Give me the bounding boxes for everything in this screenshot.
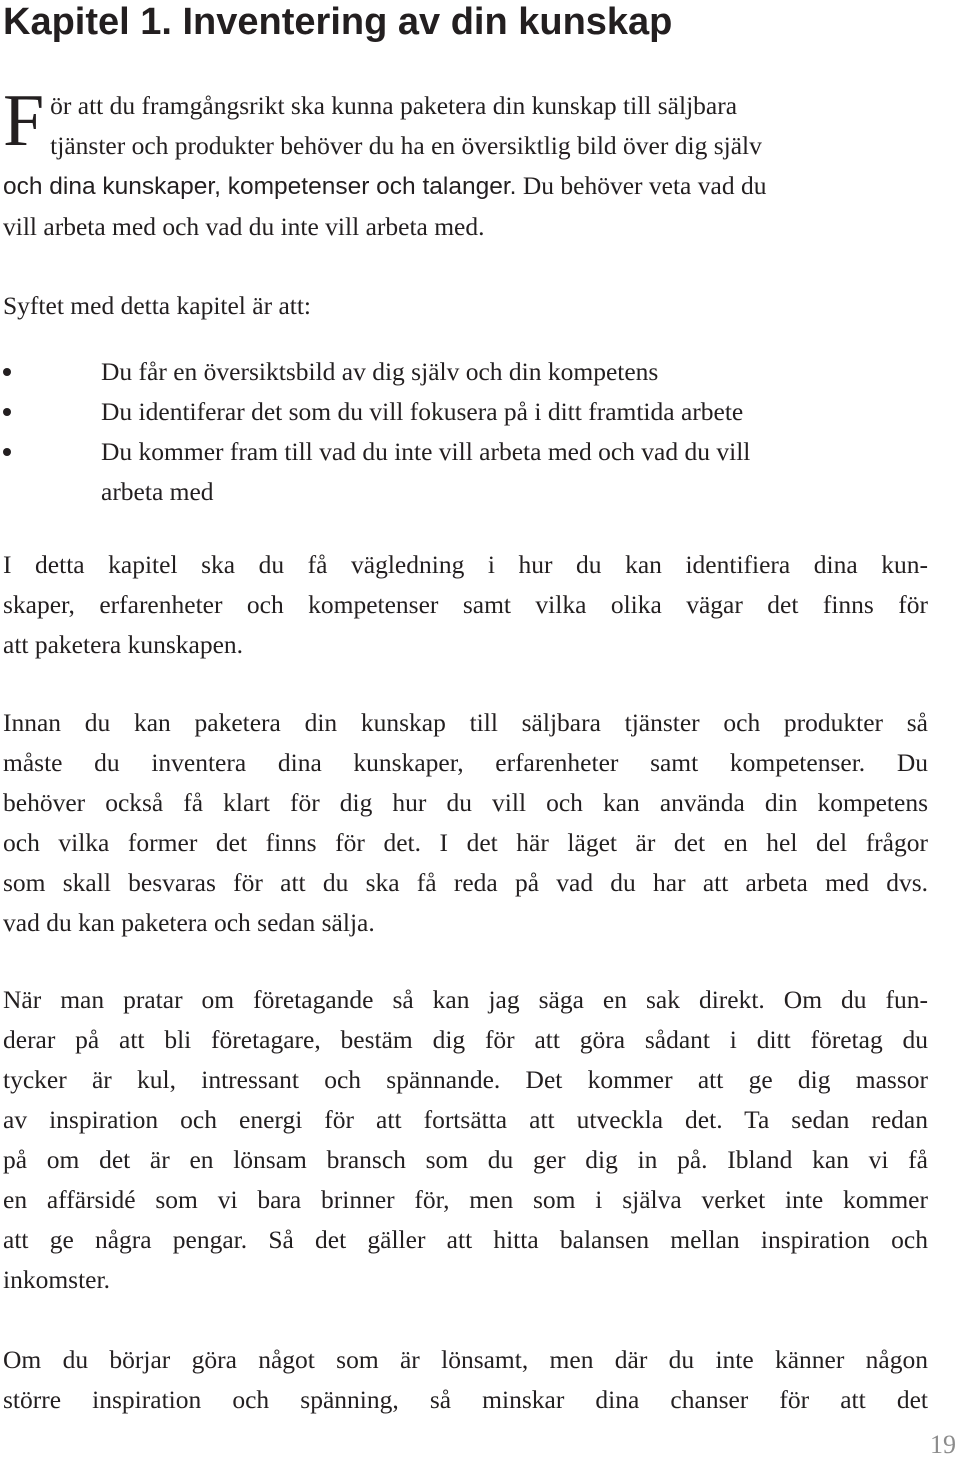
bullet-text: Du kommer fram till vad du inte vill arbeta med och vad du vill — [101, 437, 751, 466]
bullet-icon — [3, 408, 11, 416]
purpose-lead-text: Syftet med detta kapitel är att: — [3, 291, 312, 320]
paragraph-4 — [3, 1340, 928, 1420]
text-line: vad du kan paketera och sedan sälja. — [3, 908, 375, 937]
text-line: derar på att bli företagare, bestäm dig för att göra sådant i ditt företag du — [3, 1025, 928, 1054]
purpose-bullet-list — [3, 352, 928, 512]
text-line: att ge några pengar. Så det gäller att hitta balansen mellan inspiration och — [3, 1225, 928, 1254]
intro-line: ör att du framgångsrikt ska kunna paketera din kunskap till säljbara — [50, 91, 738, 120]
paragraph-2 — [3, 703, 928, 943]
drop-cap: F — [3, 80, 45, 162]
text-line: tycker är kul, intressant och spännande. Det kommer att ge dig massor — [3, 1065, 928, 1094]
text-line: I detta kapitel ska du få vägledning i hur du kan identifiera dina kun- — [3, 550, 928, 579]
intro-serif-text: Du behöver veta vad du — [516, 171, 767, 200]
bullet-text: Du får en översiktsbild av dig själv och din kompetens — [101, 357, 659, 386]
intro-paragraph — [3, 80, 928, 247]
bullet-text-continuation: arbeta med — [101, 477, 214, 506]
text-line: måste du inventera dina kunskaper, erfarenheter samt kompetenser. Du — [3, 748, 928, 777]
bullet-icon — [3, 448, 11, 456]
text-line: och vilka former det finns för det. I det här läget är det en hel del frågor — [3, 828, 928, 857]
text-line: behöver också få klart för dig hur du vill och kan använda din kompetens — [3, 788, 928, 817]
bullet-item — [3, 432, 928, 512]
text-line: inkomster. — [3, 1265, 110, 1294]
text-line: som skall besvaras för att du ska få reda på vad du har att arbeta med dvs. — [3, 868, 928, 897]
text-line: av inspiration och energi för att fortsätta att utveckla det. Ta sedan redan — [3, 1105, 928, 1134]
purpose-lead — [3, 286, 928, 326]
intro-sans-text: och dina kunskaper, kompetenser och talanger. — [3, 173, 517, 200]
text-line: att paketera kunskapen. — [3, 630, 244, 659]
bullet-item — [3, 352, 928, 392]
intro-line: vill arbeta med och vad du inte vill arbeta med. — [3, 212, 485, 241]
bullet-icon — [3, 368, 11, 376]
intro-line: tjänster och produkter behöver du ha en översiktlig bild över dig själv — [50, 131, 762, 160]
text-line: Om du börjar göra något som är lönsamt, men där du inte känner någon — [3, 1345, 928, 1374]
paragraph-3 — [3, 980, 928, 1300]
text-line: När man pratar om företagande så kan jag säga en sak direkt. Om du fun- — [3, 985, 928, 1014]
text-line: Innan du kan paketera din kunskap till säljbara tjänster och produkter så — [3, 708, 928, 737]
text-line: större inspiration och spänning, så minskar dina chanser för att det — [3, 1385, 928, 1414]
paragraph-1 — [3, 545, 928, 665]
text-line: på om det är en lönsam bransch som du ger dig in på. Ibland kan vi få — [3, 1145, 928, 1174]
chapter-title: Kapitel 1. Inventering av din kunskap — [3, 1, 673, 43]
bullet-item — [3, 392, 928, 432]
text-line: skaper, erfarenheter och kompetenser samt vilka olika vägar det finns för — [3, 590, 928, 619]
page-number: 19 — [930, 1430, 956, 1459]
intro-line — [3, 166, 928, 207]
bullet-text: Du identiferar det som du vill fokusera på i ditt framtida arbete — [101, 397, 744, 426]
text-line: en affärsidé som vi bara brinner för, men som i själva verket inte kommer — [3, 1185, 928, 1214]
